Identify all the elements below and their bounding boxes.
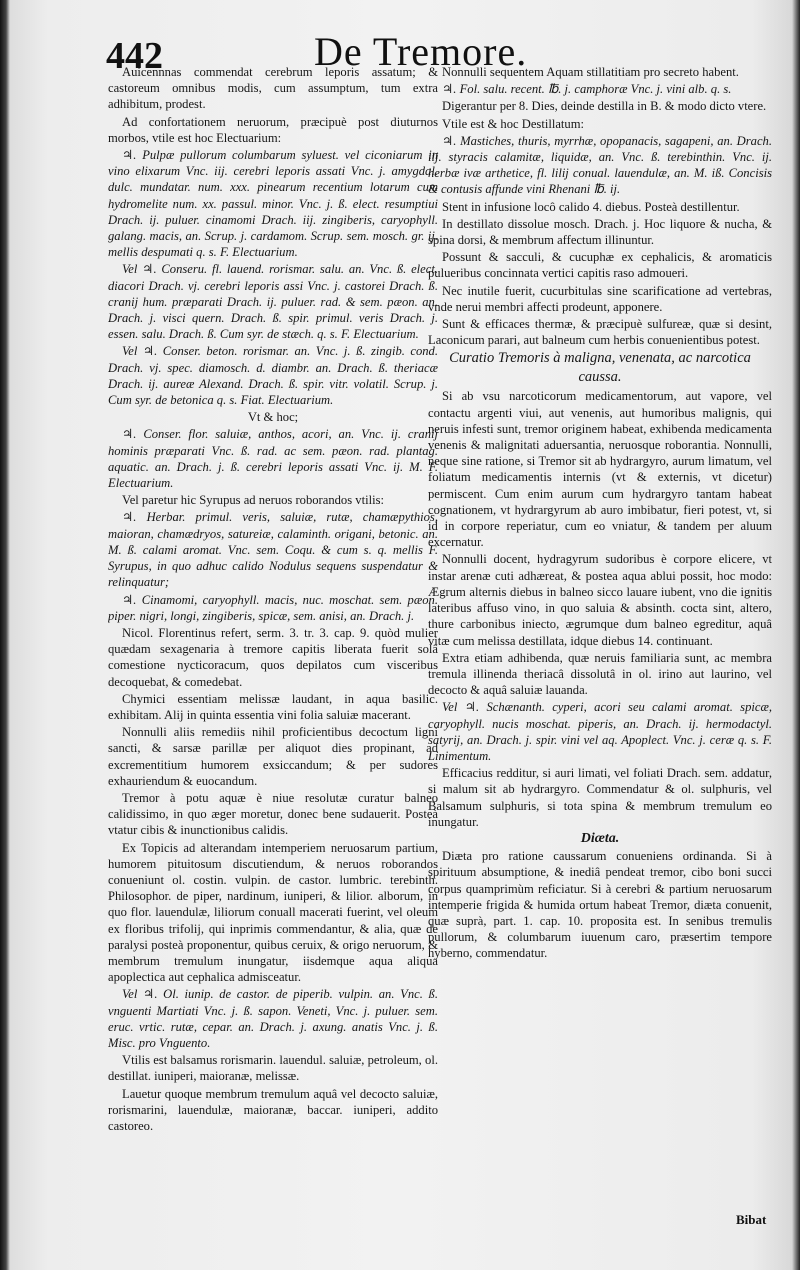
page-shadow-left: [0, 0, 10, 1270]
paragraph: Vtile est & hoc Destillatum:: [442, 116, 585, 131]
paragraph: Diæta pro ratione caussarum conueniens ordinanda. Si à spirituum absumptione, & inediâ pendeat tremor, cibo boni succi corpus quamprimùm reficiatur. Si à cerebri & partium neruosarum intemperie frigida & humida ortum habeat Tremor, diæta conuenit, quæ suprà, part. 1. cap. 10. proposita est. In senibus tremulis pullorum, & columbarum iuuenum caro, præsertim tempore hyberno, commendatur.: [428, 849, 772, 961]
paragraph: Si ab vsu narcoticorum medicamentorum, aut vapore, vel contactu argenti viui, aut venenis, aut humoribus malignis, qui neruis infesti sunt, tremor originem habeat, exhibenda medicamenta venenis & malignitati aduersantia, neruosque roborantia. Nonnulli, neque sine ratione, si Tremor sit ab hydrargyro, aurum limatum, vel foliatum medicamentis internis (vt & externis, vt dicetur) permiscent. Cum enim aurum cum hydrargyro tantam habeat cognationem, vt hydrargyrum ab auro imbibatur, fieri potest, vt, si id in corpore reperiatur, cum eo vniatur, & tandem per aluum excernatur.: [428, 389, 772, 550]
paragraph: Stent in infusione locô calido 4. diebus. Posteà destillentur.: [442, 199, 740, 214]
paragraph: Lauetur quoque membrum tremulum aquâ vel decocto saluiæ, rorismarini, lauendulæ, maioranæ, baccar. iuniperi, addito castoreo.: [108, 1086, 438, 1133]
page-shadow-right: [792, 0, 800, 1270]
paragraph: Nonnulli aliis remediis nihil proficientibus decoctum ligni sancti, & sarsæ parillæ per aliquot dies propinant, ad excrementitium humorem exsiccandum; & per sudores exhauriendum & euocandum.: [108, 725, 438, 788]
section-heading: Curatio Tremoris à maligna, venenata, ac narcotica caussa.: [449, 350, 751, 386]
paragraph: Nec inutile fuerit, cucurbitulas sine scarificatione ad vertebras, vnde nerui membri affecti prodeunt, apponere.: [428, 283, 772, 314]
paragraph: Nicol. Florentinus refert, serm. 3. tr. 3. cap. 9. quòd mulier quædam sexagenaria à tremore capitis liberata fuerit solâ comestione nycticoracum, quos depilatos cum visceribus decoquebat, & comedebat.: [108, 625, 438, 689]
paragraph: Vel paretur hic Syrupus ad neruos roborandos vtilis:: [122, 493, 384, 508]
paragraph: Tremor à potu aquæ è niue resolutæ curatur balneo calidissimo, in quo æger moretur, donec bene sudauerit. Posteà vtatur cibis & inunctionibus calidis.: [108, 790, 438, 838]
paragraph: Efficacius redditur, si auri limati, vel foliati Drach. sem. addatur, si malum sit ab hydrargyro. Commendatur & ol. sulphuris, vel Balsamum sulphuris, si tota spina & membrum tremulum eo inungatur.: [428, 766, 772, 829]
left-column: [108, 64, 438, 1244]
prescription: Vel ♃. Schænanth. cyperi, acori seu calami aromat. spicæ, caryophyll. nucis moschat. piperis, an. Drach. ij. hermodactyl. satyrij, an. Drach. j. spir. vini vel aq. Apoplect. Vnc. j. ceræ q. s. F. Linimentum.: [428, 700, 772, 763]
prescription: Vel ♃. Ol. iunip. de castor. de piperib. vulpin. an. Vnc. ß. vnguenti Martiati Vnc. j. ß. sapon. Veneti, Vnc. j. puluer. sem. eruc. vrtic. rutæ, cepar. an. Drach. j. axung. anatis Vnc. j. ß. Misc. pro Vnguento.: [108, 987, 438, 1050]
prescription: ♃. Cinamomi, caryophyll. macis, nuc. moschat. sem. pæon. piper. nigri, longi, zingiberis, spicæ, sem. anisi, an. Drach. j.: [108, 592, 438, 623]
paragraph: Ex Topicis ad alterandam intemperiem neruosarum partium, humorem pituitosum discutiendum, & neruos roborandos conueniunt ol. costin. vulpin. de castor. lumbric. terebinth. Philosophor. de piper, nardinum, iuniperi, & lilior. alborum, in quo flor. lauendulæ, liliorum conuall macerati fuerint, vel oleum ex floribus trifolij, qui inprimis commendantur, & alia, quæ de paralysi posteà proponentur, quibus ceruix, & origo neruorum, & membrum tremulum inungatur, iisdemque aqua aliqua apoplectica aut cephalica admisceatur.: [108, 840, 438, 985]
paragraph: Vtilis est balsamus rorismarin. lauendul. saluiæ, petroleum, ol. destillat. iuniperi, maioranæ, melissæ.: [108, 1053, 438, 1084]
running-title: De Tremore.: [314, 29, 528, 74]
paragraph: Extra etiam adhibenda, quæ neruis familiaria sunt, ac membra tremula illinenda theriacâ dissolutâ in ol. irino aut laurino, vel decocto & aquâ saluiæ lauanda.: [428, 650, 772, 698]
prescription: ♃. Pulpæ pullorum columbarum syluest. vel ciconiarum in vino elixarum Vnc. iij. cerebri leporis assati Vnc. j. amygdal. dulc. mundatar. num. xxx. pinearum recentium lotarum cum hydromelite num. xx. passul. minor. Vnc. j. ß. elect. resumptiui Drach. ij. puluer. cinamomi Drach. iij. zingiberis, caryophyll. galang. macis, an. Scrup. j. cardamom. Scrup. sem. mosch. gr. ij. mellis despumati q. s. F. Electuarium.: [108, 148, 438, 260]
paragraph: In destillato dissolue mosch. Drach. j. Hoc liquore & nucha, & spina dorsi, & membrum affectum illinuntur.: [428, 216, 772, 248]
prescription: ♃. Fol. salu. recent. ℔. j. camphoræ Vnc. j. vini alb. q. s.: [442, 82, 732, 97]
prescription: Vel ♃. Conser. beton. rorismar. an. Vnc. j. ß. zingib. cond. Drach. vj. spec. diamosch. d. diambr. an. Drach. ß. theriacæ Drach. ij. aureæ Alexand. Drach. ß. spir. vitr. volatil. Scrup. j. Cum syr. de betonica q. s. Fiat. Electuarium.: [108, 344, 438, 408]
prescription: Vel ♃. Conseru. fl. lauend. rorismar. salu. an. Vnc. ß. elect. diacori Drach. vj. cerebri leporis assi Vnc. j. castorei Drach. ß. cranij hum. præparati Drach. ij. puluer. rad. & sem. pæon. an. Drach. j. visci quern. Drach. ß. spir. primul. veris Drach. j. essen. salu. Drach. ß. Cum syr. de stæch. q. s. F. Electuarium.: [108, 262, 438, 342]
paragraph: Sunt & efficaces thermæ, & præcipuè sulfureæ, quæ si desint, Laconicum parari, aut balneum cum herbis conuenientibus potest.: [428, 317, 772, 348]
prescription: ♃. Herbar. primul. veris, saluiæ, rutæ, chamæpythios, maioran, chamædryos, satureiæ, calaminth. origani, betonic. an. M. ß. calami aromat. Vnc. sem. Coqu. & cum s. q. mellis F. Syrupus, in quo adhuc calido Nodulus sequens suspendatur & relinquatur;: [108, 510, 438, 590]
page-number: 442: [106, 35, 163, 77]
prescription: ♃. Mastiches, thuris, myrrhæ, opopanacis, sagapeni, an. Drach. iij. styracis calamitæ, liquidæ, an. Vnc. ß. terebinthin. Vnc. ij. herbæ ivæ arthetice, fl. lilij conual. lauendulæ, an. M. iß. Concisis & contusis affunde vini Rhenani ℔. ij.: [428, 133, 772, 197]
paragraph: Possunt & sacculi, & cucuphæ ex cephalicis, & aromaticis pulueribus concinnata vertici capitis raso admoueri.: [428, 250, 772, 281]
centered-line: Vt & hoc;: [247, 410, 299, 425]
catchword: Bibat: [736, 1212, 767, 1227]
paragraph: Nonnulli docent, hydragyrum sudoribus è corpore elicere, vt instar arenæ cuti adhæreat, & postea aqua ablui possit, hoc modo: Ægrum alternis diebus in balneo sicco lauare iubent, vno die ignitis lateribus affuso vino, in quo saluia & absinth. cocta sint, altero, thure carbonibus iniecto, ægrumque dum balneo egreditur, aquâ vitæ cum melissa destillata, idque diebus 14. continuant.: [428, 552, 772, 648]
prescription: ♃. Conser. flor. saluiæ, anthos, acori, an. Vnc. ij. cranij hominis præparati Vnc. ß. rad. ac sem. pæon. rad. plantag. aquatic. an. Drach. j. ß. cerebri leporis assati Vnc. ij. M. F. Electuarium.: [108, 427, 438, 491]
paragraph: Nonnulli sequentem Aquam stillatitiam pro secreto habent.: [442, 65, 739, 79]
paragraph: Chymici essentiam melissæ laudant, in aqua basilic. exhibitam. Alij in quinta essentia vini folia saluiæ macerant.: [108, 691, 438, 722]
paragraph: Auicennnas commendat cerebrum leporis assatum; & castoreum omnibus modis, cum assumptum, tum extra adhibitum, prodest.: [108, 65, 438, 112]
paragraph: Digerantur per 8. Dies, deinde destilla in B. & modo dicto vtere.: [442, 99, 767, 114]
right-column: [428, 64, 772, 1264]
section-heading: Diæta.: [580, 830, 620, 846]
paragraph: Ad confortationem neruorum, præcipuè post diuturnos morbos, vtile est hoc Electuarium:: [108, 114, 438, 145]
